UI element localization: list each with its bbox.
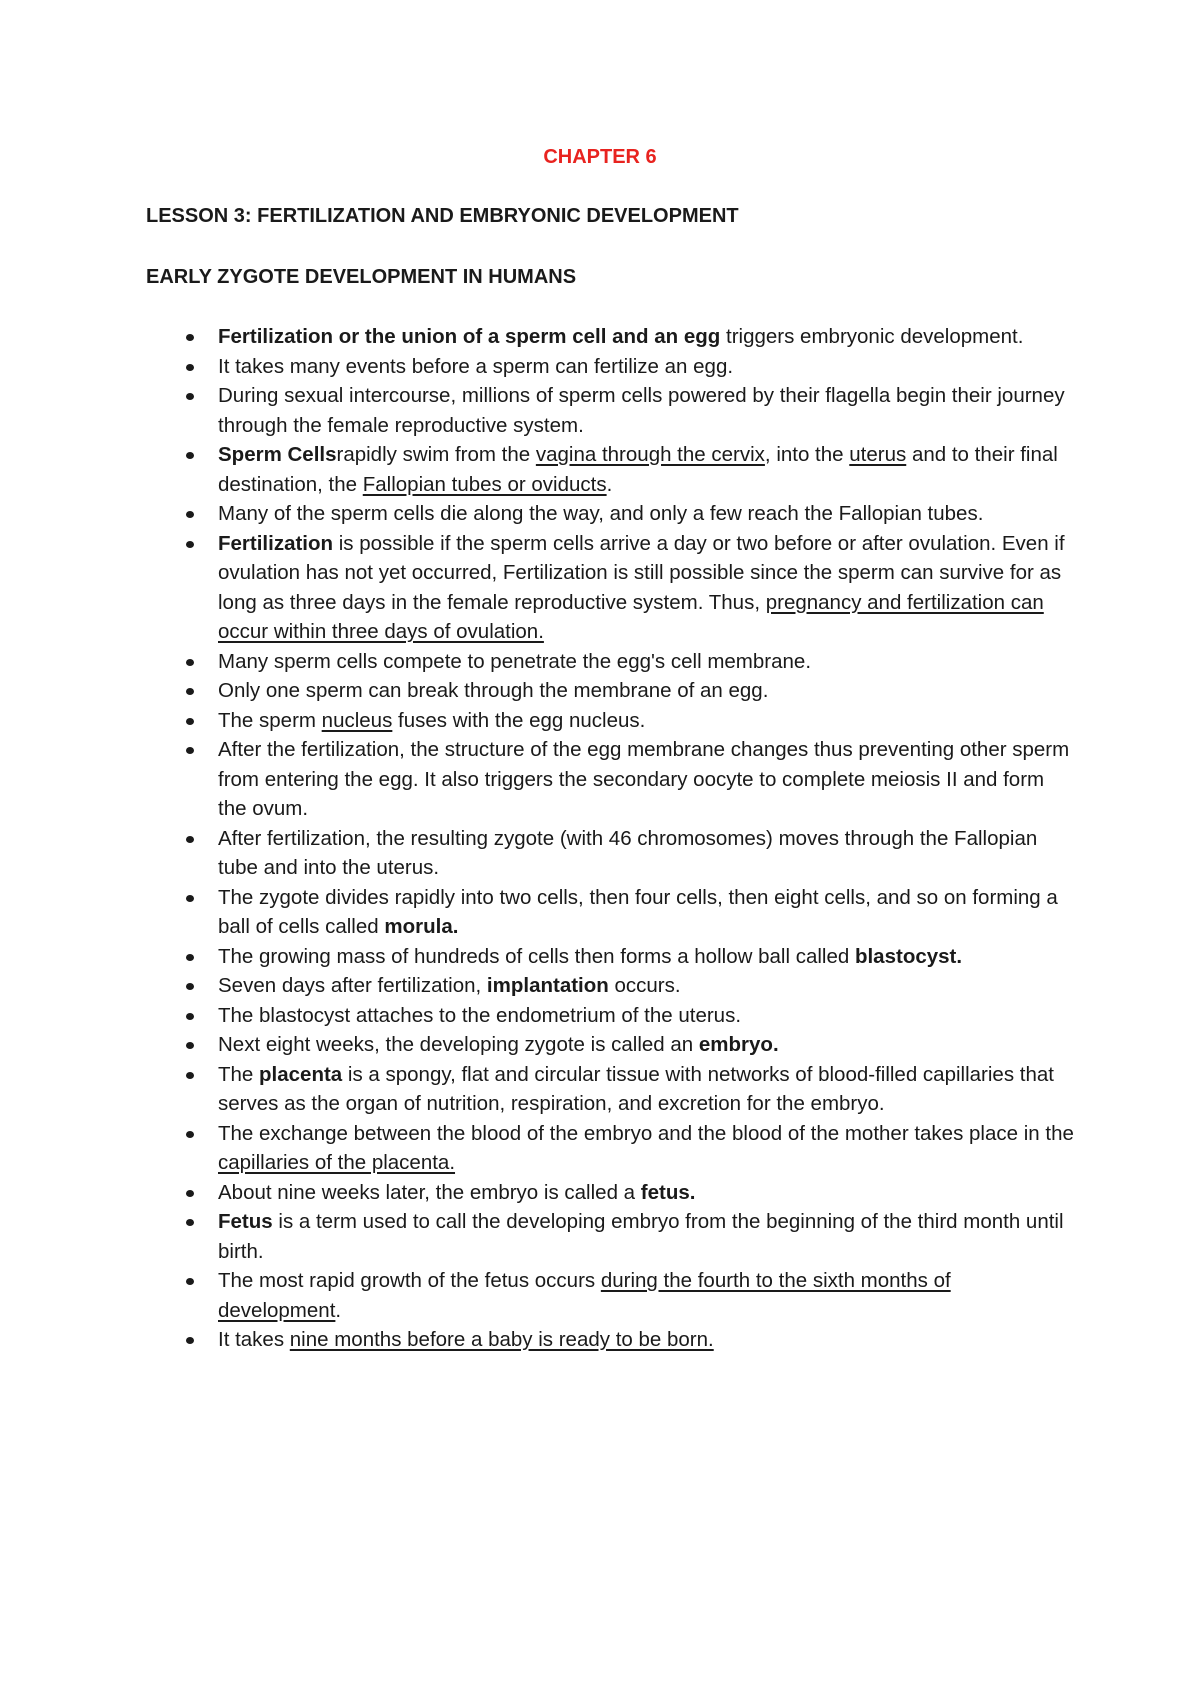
bold-text: morula.	[384, 915, 459, 938]
bullet-text: is a term used to call the developing embryo from the beginning of the third month until birth.	[218, 1210, 1064, 1263]
bold-text: Fetus	[218, 1210, 273, 1233]
section-heading: EARLY ZYGOTE DEVELOPMENT IN HUMANS	[146, 266, 577, 288]
bullet-text: .	[606, 472, 613, 496]
bullet-text: The growing mass of hundreds of cells then forms a hollow ball called	[218, 944, 855, 968]
bullet-item	[146, 1207, 1076, 1266]
bullet-text: and to their final destination, the	[218, 443, 1058, 496]
bullet-text: The blastocyst attaches to the endometrium of the uterus.	[218, 1003, 742, 1027]
underlined-text: pregnancy and fertilization can occur within three days of ovulation.	[218, 590, 1044, 643]
underlined-text: uterus	[849, 443, 907, 466]
bullet-text: After the fertilization, the structure of the egg membrane changes thus preventing other sperm from entering the egg. It also triggers the secondary oocyte to complete meiosis II and form the ovum.	[218, 738, 1070, 820]
bullet-text: , into the	[764, 443, 850, 466]
underlined-text: during the fourth to the sixth months of development	[218, 1269, 951, 1322]
bullet-item	[146, 647, 1076, 677]
bullet-item	[146, 352, 1076, 382]
bold-text: Sperm Cells	[218, 443, 337, 466]
bold-text: embryo.	[698, 1033, 779, 1056]
bullet-item	[146, 706, 1076, 736]
bullet-text: During sexual intercourse, millions of sperm cells powered by their flagella begin their journey through the female reproductive system.	[218, 384, 1065, 437]
bullet-text: occurs.	[608, 974, 681, 997]
bullet-item	[146, 1325, 1076, 1355]
bullet-item	[146, 381, 1076, 440]
bold-text: implantation	[486, 974, 609, 997]
bullet-item	[146, 1001, 1076, 1031]
underlined-text: nine months before a baby is ready to be born.	[289, 1328, 714, 1351]
bullet-item	[146, 1178, 1076, 1208]
bullet-item	[146, 971, 1076, 1001]
bullet-item	[146, 322, 1076, 352]
chapter-heading: CHAPTER 6	[543, 146, 657, 168]
underlined-text: nucleus	[321, 708, 393, 732]
underlined-text: Fallopian tubes or oviducts	[362, 472, 607, 496]
bullet-text: Seven days after fertilization,	[218, 974, 487, 997]
bullet-text: Next eight weeks, the developing zygote is called an	[218, 1033, 699, 1056]
bullet-item	[146, 883, 1076, 942]
bullet-item	[146, 1119, 1076, 1178]
bullet-item	[146, 1030, 1076, 1060]
lesson-heading: LESSON 3: FERTILIZATION AND EMBRYONIC DEVELOPMENT	[146, 205, 739, 227]
underlined-text: capillaries of the placenta.	[218, 1151, 456, 1174]
bullet-text: is a spongy, flat and circular tissue with networks of blood-filled capillaries that serves as the organ of nutrition, respiration, and excretion for the embryo.	[218, 1062, 1054, 1115]
bullet-item	[146, 440, 1076, 499]
bullet-item	[146, 676, 1076, 706]
bullet-text: .	[335, 1298, 342, 1322]
bullet-text: Many sperm cells compete to penetrate the egg's cell membrane.	[218, 649, 812, 673]
bullet-text: The sperm	[218, 708, 322, 732]
bullet-text: After fertilization, the resulting zygote (with 46 chromosomes) moves through the Fallopian tube and into the uterus.	[218, 826, 1038, 879]
bullet-text: The zygote divides rapidly into two cells, then four cells, then eight cells, and so on forming a ball of cells called	[218, 885, 1058, 938]
underlined-text: vagina through the cervix	[535, 443, 765, 466]
bullet-text: Only one sperm can break through the membrane of an egg.	[218, 679, 769, 702]
bullet-list	[146, 322, 1076, 1355]
bullet-item	[146, 735, 1076, 824]
bullet-item	[146, 824, 1076, 883]
bold-text: Fertilization	[218, 531, 334, 555]
bullet-text: The most rapid growth of the fetus occurs	[218, 1269, 601, 1292]
bullet-text: triggers embryonic development.	[720, 325, 1024, 348]
bullet-text: Many of the sperm cells die along the way, and only a few reach the Fallopian tubes.	[218, 502, 984, 525]
bold-text: placenta	[259, 1062, 343, 1086]
bullet-text: It takes many events before a sperm can fertilize an egg.	[218, 354, 734, 378]
bullet-text: rapidly swim from the	[336, 443, 536, 466]
bullet-text: is possible if the sperm cells arrive a day or two before or after ovulation. Even if ovulation has not yet occurred, Fertilization is still possible since the sperm can survive for as long as three days in the female reproductive system. Thus,	[218, 531, 1065, 614]
bullet-item	[146, 529, 1076, 647]
bullet-text: About nine weeks later, the embryo is called a	[218, 1180, 641, 1204]
bold-text: fetus.	[640, 1180, 696, 1204]
bold-text: blastocyst.	[854, 944, 963, 968]
bullet-item	[146, 942, 1076, 972]
bullet-item	[146, 1266, 1076, 1325]
bullet-text: It takes	[218, 1328, 290, 1351]
bullet-text: The exchange between the blood of the embryo and the blood of the mother takes place in the	[218, 1121, 1074, 1145]
bullet-item	[146, 1060, 1076, 1119]
bullet-item	[146, 499, 1076, 529]
bullet-text: The	[218, 1062, 260, 1086]
bullet-text: fuses with the egg nucleus.	[392, 708, 646, 732]
bold-text: Fertilization or the union of a sperm cell and an egg	[218, 325, 721, 348]
